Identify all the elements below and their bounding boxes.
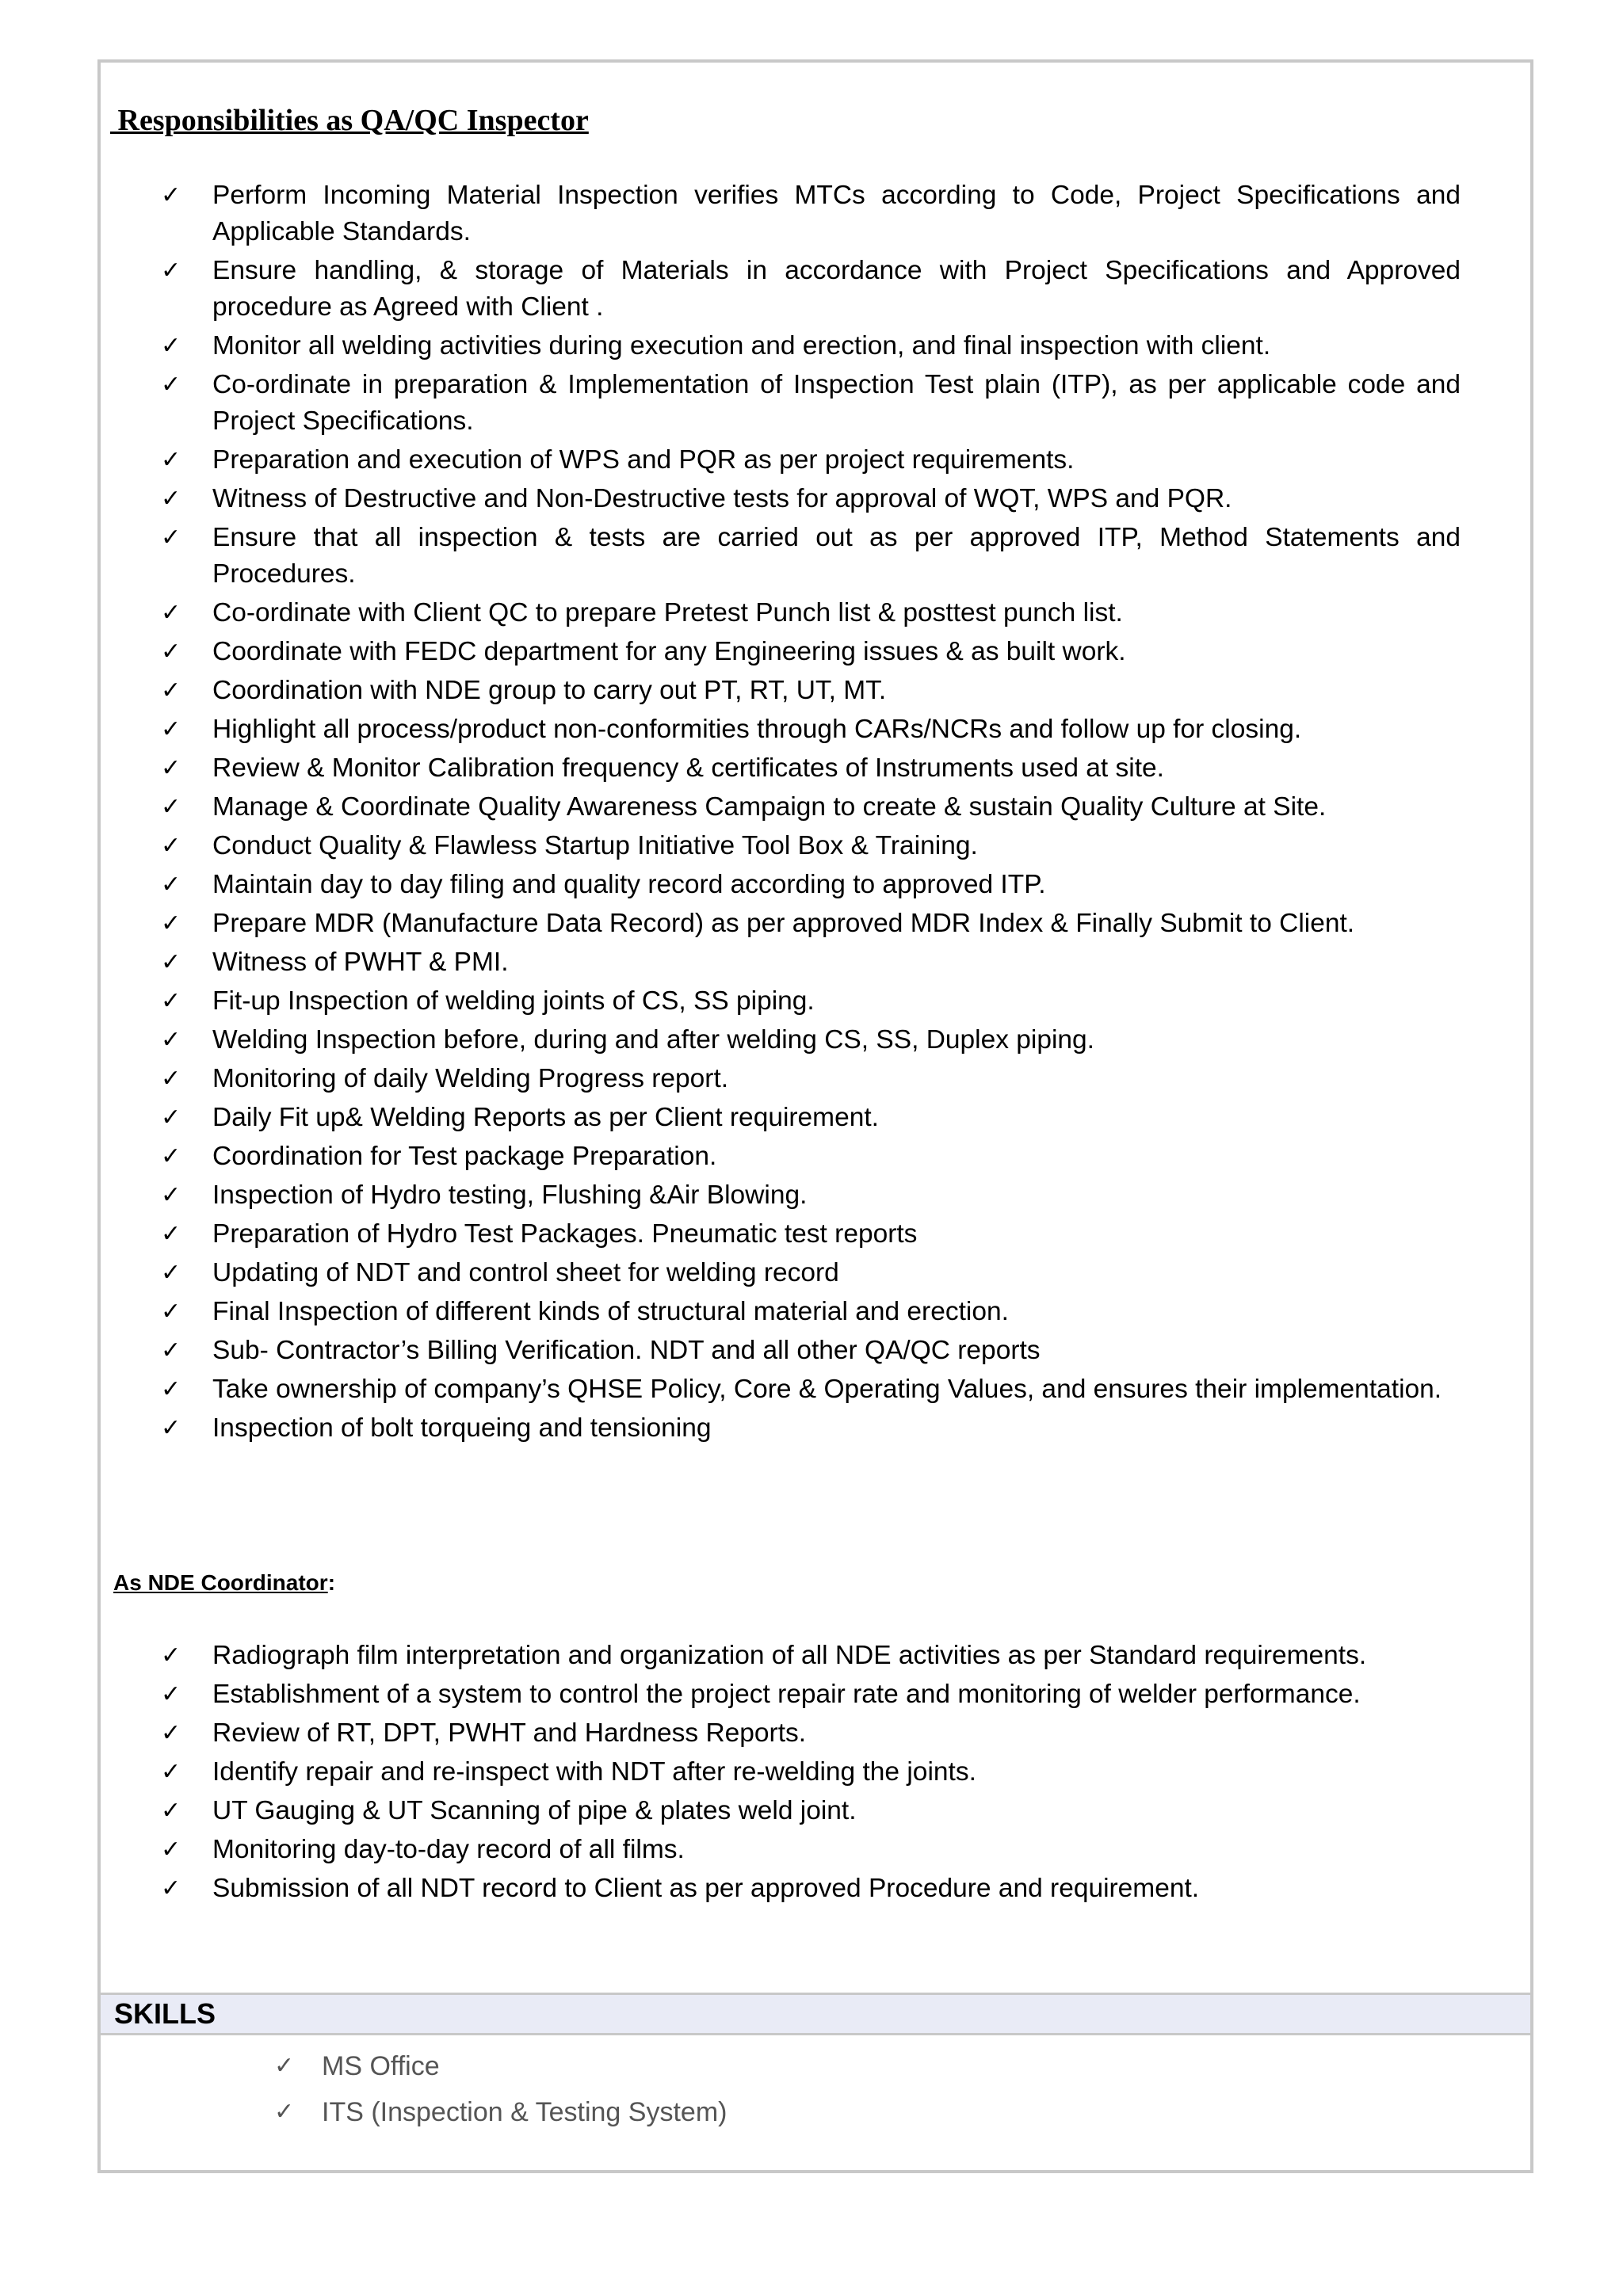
responsibility-item	[0, 711, 1461, 748]
responsibility-item-text: Preparation and execution of WPS and PQR as per project requirements.	[212, 445, 1075, 475]
skills-heading: SKILLS	[114, 1997, 216, 2030]
nde-heading-colon: :	[327, 1570, 336, 1595]
check-icon: ✓	[161, 1337, 181, 1364]
check-icon: ✓	[161, 371, 181, 399]
responsibilities-heading: Responsibilities as QA/QC Inspector	[110, 104, 589, 137]
responsibility-item-text: Conduct Quality & Flawless Startup Initiative Tool Box & Training.	[212, 831, 978, 860]
nde-duty-item	[0, 1676, 1461, 1713]
responsibility-item	[0, 1371, 1490, 1408]
nde-duty-item	[0, 1832, 1461, 1868]
check-icon: ✓	[161, 987, 181, 1015]
responsibility-item-text: Co-ordinate with Client QC to prepare Pretest Punch list & posttest punch list.	[212, 598, 1123, 627]
responsibility-item-text: Highlight all process/product non-conformities through CARs/NCRs and follow up for closing.	[212, 715, 1302, 744]
responsibility-item	[0, 328, 1461, 364]
check-icon: ✓	[161, 1836, 181, 1863]
nde-duty-item	[0, 1793, 1461, 1829]
check-icon: ✓	[161, 1220, 181, 1248]
check-icon: ✓	[161, 181, 181, 209]
check-icon: ✓	[161, 1797, 181, 1825]
responsibility-item-text: Perform Incoming Material Inspection verifies MTCs according to Code, Project Specifications and Applicable Standards.	[212, 181, 1461, 246]
check-icon: ✓	[161, 1875, 181, 1902]
check-icon: ✓	[161, 1181, 181, 1209]
responsibility-item	[0, 867, 1461, 903]
responsibility-item-text: Take ownership of company’s QHSE Policy, Core & Operating Values, and ensures their implementation.	[212, 1375, 1442, 1404]
responsibility-item	[0, 442, 1461, 479]
skill-item-text: ITS (Inspection & Testing System)	[322, 2097, 727, 2127]
nde-duty-item-text: UT Gauging & UT Scanning of pipe & plates weld joint.	[212, 1796, 857, 1825]
check-icon: ✓	[161, 485, 181, 513]
responsibility-item-text: Final Inspection of different kinds of structural material and erection.	[212, 1297, 1009, 1326]
responsibilities-list	[0, 177, 1623, 1449]
skill-item-text: MS Office	[322, 2051, 440, 2081]
responsibility-item-text: Monitor all welding activities during execution and erection, and final inspection with client.	[212, 331, 1271, 360]
responsibility-item	[0, 1410, 1461, 1447]
responsibility-item	[0, 1138, 1461, 1175]
responsibility-item-text: Sub- Contractor’s Billing Verification. NDT and all other QA/QC reports	[212, 1336, 1041, 1365]
check-icon: ✓	[161, 1642, 181, 1669]
check-icon: ✓	[161, 332, 181, 360]
responsibility-item	[0, 634, 1461, 670]
responsibility-item-text: Ensure handling, & storage of Materials in accordance with Project Specifications and Approved procedure as Agreed with Client .	[212, 256, 1461, 322]
check-icon: ✓	[161, 1414, 181, 1442]
responsibility-item-text: Coordination for Test package Preparation.	[212, 1142, 717, 1171]
check-icon: ✓	[161, 1719, 181, 1747]
responsibility-item	[0, 595, 1461, 631]
nde-duty-item	[0, 1754, 1461, 1791]
nde-heading-text: As NDE Coordinator	[113, 1570, 328, 1595]
check-icon: ✓	[161, 1142, 181, 1170]
responsibility-item	[0, 481, 1461, 517]
check-icon: ✓	[161, 638, 181, 666]
nde-duty-item-text: Establishment of a system to control the project repair rate and monitoring of welder performance.	[212, 1680, 1361, 1709]
responsibility-item	[0, 520, 1461, 593]
check-icon: ✓	[161, 871, 181, 898]
responsibility-item	[0, 1177, 1461, 1214]
responsibility-item-text: Monitoring of daily Welding Progress report.	[212, 1064, 729, 1093]
responsibility-item-text: Inspection of bolt torqueing and tensioning	[212, 1413, 712, 1443]
skill-item	[0, 2048, 727, 2084]
nde-duty-item	[0, 1715, 1461, 1752]
skill-item	[0, 2094, 727, 2130]
responsibility-item-text: Fit-up Inspection of welding joints of CS, SS piping.	[212, 986, 815, 1016]
check-icon: ✓	[161, 715, 181, 743]
responsibility-item	[0, 750, 1461, 787]
responsibility-item-text: Review & Monitor Calibration frequency & certificates of Instruments used at site.	[212, 753, 1164, 783]
responsibility-item	[0, 1333, 1461, 1369]
responsibility-item-text: Prepare MDR (Manufacture Data Record) as per approved MDR Index & Finally Submit to Client.	[212, 909, 1355, 938]
check-icon: ✓	[274, 2098, 295, 2126]
responsibility-item	[0, 253, 1461, 326]
responsibility-item	[0, 983, 1461, 1020]
check-icon: ✓	[161, 257, 181, 284]
check-icon: ✓	[161, 1259, 181, 1287]
nde-duty-item-text: Radiograph film interpretation and organization of all NDE activities as per Standard requirements.	[212, 1641, 1367, 1670]
nde-duty-item-text: Review of RT, DPT, PWHT and Hardness Reports.	[212, 1718, 807, 1748]
responsibility-item-text: Coordination with NDE group to carry out PT, RT, UT, MT.	[212, 676, 887, 705]
check-icon: ✓	[161, 1758, 181, 1786]
nde-duty-item	[0, 1871, 1461, 1907]
check-icon: ✓	[161, 1375, 181, 1403]
check-icon: ✓	[161, 948, 181, 976]
responsibility-item-text: Updating of NDT and control sheet for welding record	[212, 1258, 839, 1287]
check-icon: ✓	[161, 677, 181, 704]
responsibility-item	[0, 1216, 1461, 1253]
responsibility-item-text: Witness of Destructive and Non-Destructive tests for approval of WQT, WPS and PQR.	[212, 484, 1232, 513]
responsibility-item	[0, 906, 1461, 942]
check-icon: ✓	[161, 446, 181, 474]
nde-duty-item-text: Monitoring day-to-day record of all films.	[212, 1835, 685, 1864]
nde-coordinator-heading	[113, 1570, 335, 1596]
responsibility-item	[0, 1255, 1461, 1291]
check-icon: ✓	[161, 1026, 181, 1054]
responsibility-item	[0, 944, 1461, 981]
check-icon: ✓	[161, 1680, 181, 1708]
check-icon: ✓	[161, 754, 181, 782]
check-icon: ✓	[161, 524, 181, 551]
skills-list	[0, 2048, 727, 2140]
check-icon: ✓	[161, 793, 181, 821]
check-icon: ✓	[161, 1065, 181, 1093]
check-icon: ✓	[161, 1104, 181, 1131]
responsibility-item	[0, 673, 1461, 709]
responsibility-item-text: Coordinate with FEDC department for any Engineering issues & as built work.	[212, 637, 1126, 666]
nde-duty-item-text: Submission of all NDT record to Client as per approved Procedure and requirement.	[212, 1874, 1200, 1903]
responsibility-item-text: Ensure that all inspection & tests are carried out as per approved ITP, Method Statements and Procedures.	[212, 523, 1461, 589]
responsibility-item	[0, 1100, 1461, 1136]
responsibility-item	[0, 1061, 1461, 1097]
responsibility-item-text: Welding Inspection before, during and after welding CS, SS, Duplex piping.	[212, 1025, 1094, 1055]
responsibility-item	[0, 1022, 1461, 1058]
responsibility-item	[0, 367, 1461, 440]
responsibility-item	[0, 828, 1461, 864]
responsibility-item-text: Witness of PWHT & PMI.	[212, 948, 509, 977]
nde-coordinator-list	[0, 1638, 1623, 1909]
responsibility-item-text: Inspection of Hydro testing, Flushing &Air Blowing.	[212, 1180, 808, 1210]
check-icon: ✓	[161, 832, 181, 860]
responsibility-item	[0, 177, 1461, 250]
responsibility-item-text: Maintain day to day filing and quality record according to approved ITP.	[212, 870, 1046, 899]
responsibility-item	[0, 789, 1461, 826]
check-icon: ✓	[161, 910, 181, 937]
responsibility-item-text: Preparation of Hydro Test Packages. Pneumatic test reports	[212, 1219, 918, 1249]
responsibility-item-text: Daily Fit up& Welding Reports as per Client requirement.	[212, 1103, 879, 1132]
responsibility-item	[0, 1294, 1461, 1330]
responsibility-item-text: Manage & Coordinate Quality Awareness Campaign to create & sustain Quality Culture at Site.	[212, 792, 1327, 822]
skills-section-header	[101, 1993, 1530, 2035]
check-icon: ✓	[161, 599, 181, 627]
responsibility-item-text: Co-ordinate in preparation & Implementation of Inspection Test plain (ITP), as per applicable code and Project Specifications.	[212, 370, 1461, 436]
check-icon: ✓	[161, 1298, 181, 1325]
check-icon: ✓	[274, 2052, 295, 2080]
nde-duty-item-text: Identify repair and re-inspect with NDT after re-welding the joints.	[212, 1757, 976, 1787]
nde-duty-item	[0, 1638, 1461, 1674]
